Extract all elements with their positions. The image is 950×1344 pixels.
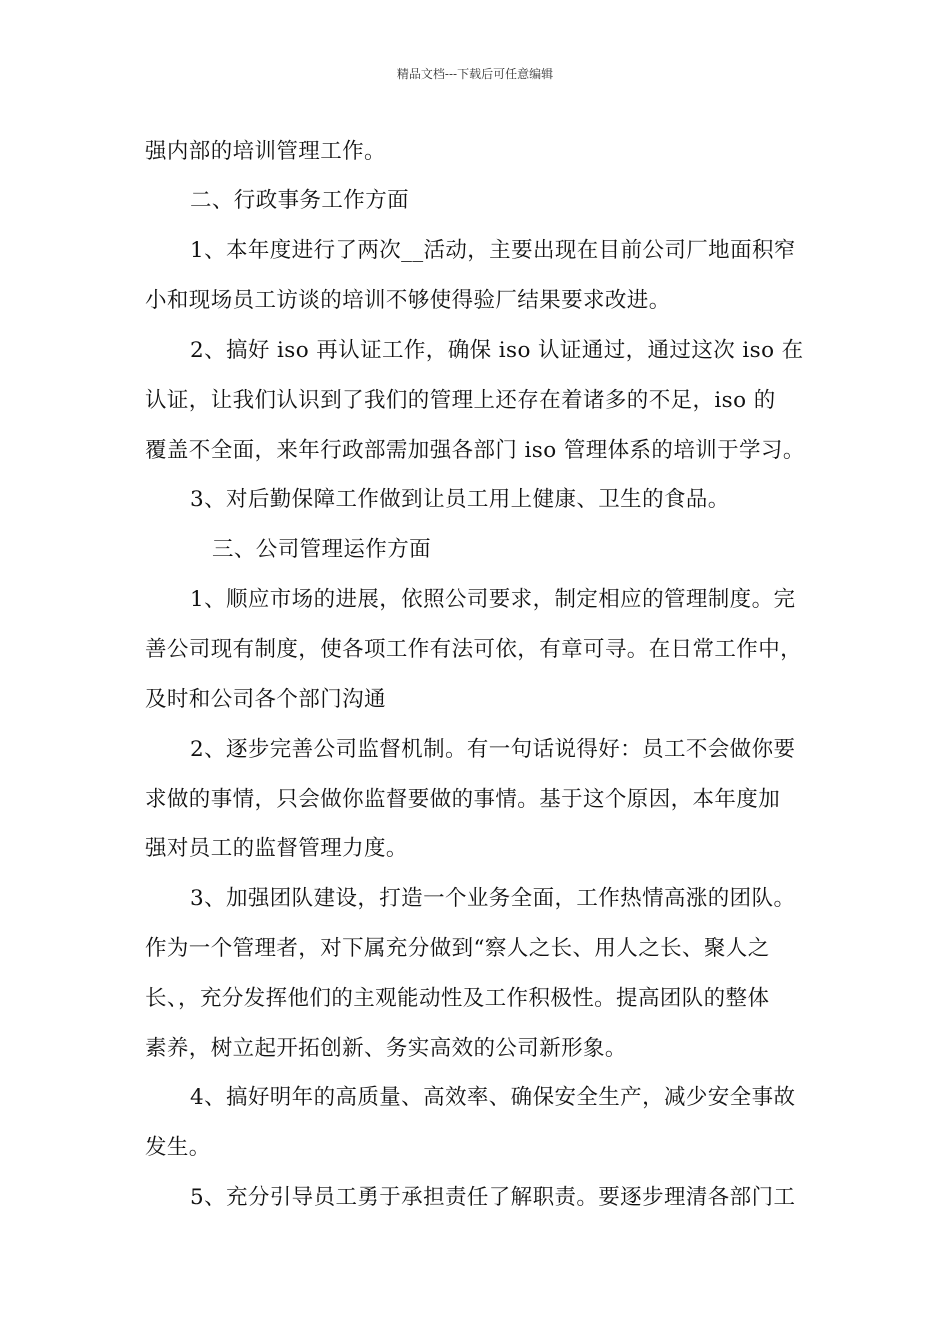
- text-line: 强内部的培训管理工作。: [145, 139, 386, 164]
- text-line: 长、，充分发挥他们的主观能动性及工作积极性。提高团队的整体: [145, 986, 770, 1011]
- text-line: 善公司现有制度，使各项工作有法可依，有章可寻。在日常工作中，: [145, 637, 803, 662]
- text-line: 认证，让我们认识到了我们的管理上还存在着诸多的不足，iso 的: [145, 388, 776, 413]
- text-line: 求做的事情，只会做你监督要做的事情。基于这个原因，本年度加: [145, 787, 781, 812]
- text-line: 2、搞好 iso 再认证工作，确保 iso 认证通过，通过这次 iso 在: [190, 338, 804, 363]
- text-line: 覆盖不全面，来年行政部需加强各部门 iso 管理体系的培训于学习。: [145, 438, 805, 463]
- text-line: 5、充分引导员工勇于承担责任了解职责。要逐步理清各部门工: [190, 1185, 796, 1210]
- text-line: 作为一个管理者，对下属充分做到“察人之长、用人之长、聚人之: [145, 936, 770, 961]
- text-line: 2、逐步完善公司监督机制。有一句话说得好：员工不会做你要: [190, 737, 796, 762]
- text-line: 1、本年度进行了两次__活动，主要出现在目前公司厂地面积窄: [190, 238, 796, 263]
- text-line: 强对员工的监督管理力度。: [145, 836, 408, 861]
- text-line: 3、对后勤保障工作做到让员工用上健康、卫生的食品。: [190, 487, 730, 512]
- page-header: 精品文档---下载后可任意编辑: [396, 67, 554, 81]
- text-line: 及时和公司各个部门沟通: [145, 687, 386, 712]
- text-line: 4、搞好明年的高质量、高效率、确保安全生产，减少安全事故: [190, 1085, 796, 1110]
- text-line: 1、顺应市场的进展，依照公司要求，制定相应的管理制度。完: [190, 587, 796, 612]
- section-heading: 三、公司管理运作方面: [212, 537, 432, 562]
- text-line: 发生。: [145, 1135, 211, 1160]
- section-heading: 二、行政事务工作方面: [190, 188, 410, 213]
- text-line: 素养，树立起开拓创新、务实高效的公司新形象。: [145, 1036, 627, 1061]
- text-line: 3、加强团队建设，打造一个业务全面，工作热情高涨的团队。: [190, 886, 796, 911]
- text-line: 小和现场员工访谈的培训不够使得验厂结果要求改进。: [145, 288, 671, 313]
